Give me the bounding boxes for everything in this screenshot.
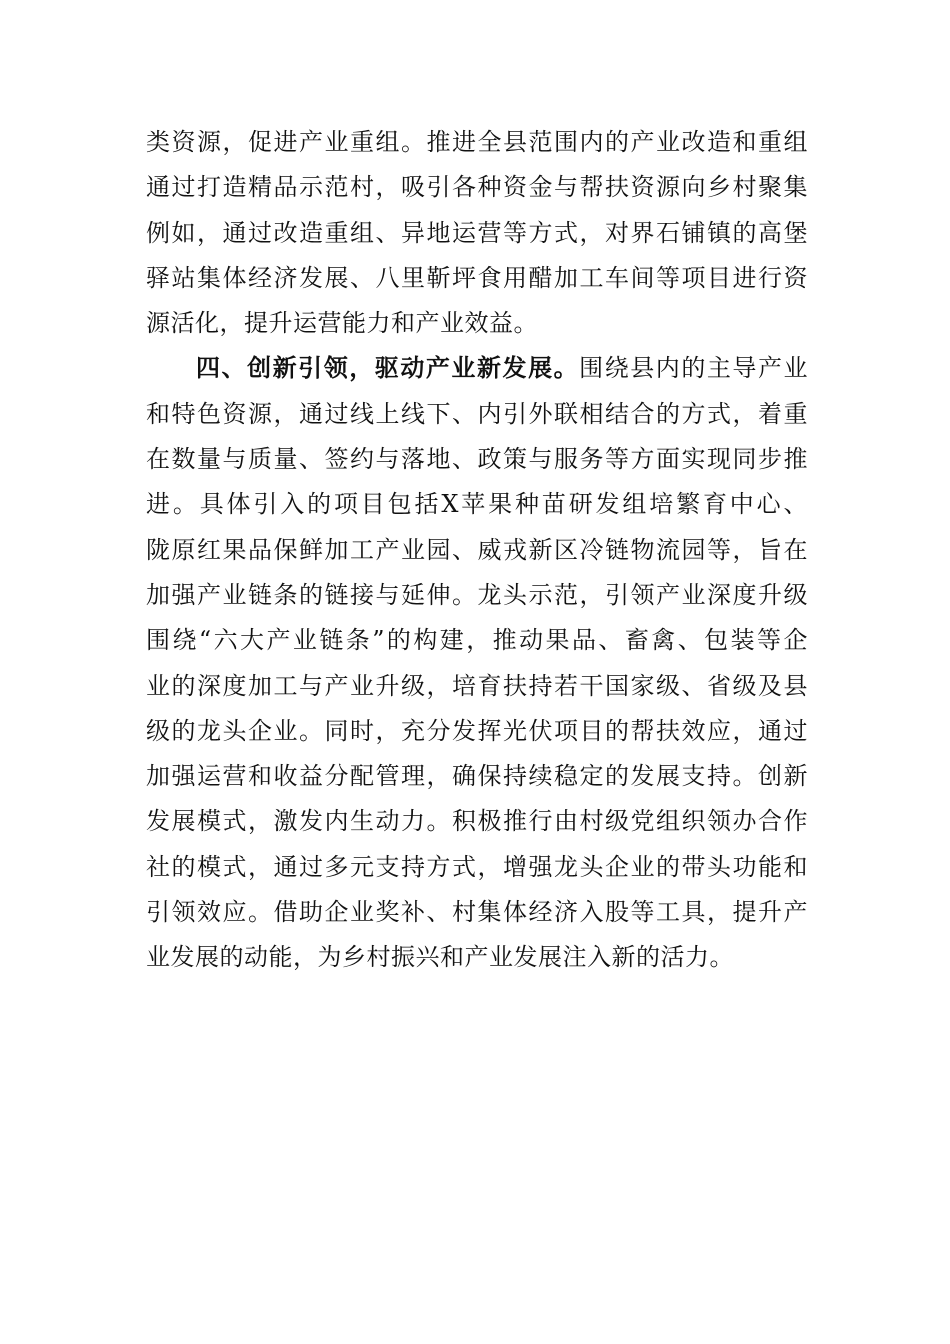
paragraph-innovation-leading — [146, 346, 808, 980]
text-line: 例如，通过改造重组、异地运营等方式，对界石铺镇的高堡 — [146, 218, 808, 247]
text-line: 业的深度加工与产业升级，培育扶持若干国家级、省级及县 — [146, 671, 808, 700]
section-heading: 四、创新引领，驱动产业新发展。 — [196, 354, 580, 383]
document-body — [146, 120, 808, 981]
text-line: 围绕“六大产业链条”的构建，推动果品、畜禽、包装等企 — [146, 626, 808, 655]
text-line: 通过打造精品示范村，吸引各种资金与帮扶资源向乡村聚集 — [146, 173, 808, 202]
text-line: 进。具体引入的项目包括X苹果种苗研发组培繁育中心、 — [146, 490, 808, 519]
text-line: 加强运营和收益分配管理，确保持续稳定的发展支持。创新 — [146, 762, 808, 791]
text-line: 和特色资源，通过线上线下、内引外联相结合的方式，着重 — [146, 399, 808, 428]
text-line-with-heading — [146, 346, 808, 391]
text-line: 社的模式，通过多元支持方式，增强龙头企业的带头功能和 — [146, 852, 808, 881]
paragraph-industry-reorganization — [146, 120, 808, 346]
text-line: 引领效应。借助企业奖补、村集体经济入股等工具，提升产 — [146, 898, 808, 927]
text-line: 驿站集体经济发展、八里靳坪食用醋加工车间等项目进行资 — [146, 263, 808, 292]
text-line: 发展模式，激发内生动力。积极推行由村级党组织领办合作 — [146, 807, 808, 836]
text-line: 在数量与质量、签约与落地、政策与服务等方面实现同步推 — [146, 445, 808, 474]
text-line: 类资源，促进产业重组。推进全县范围内的产业改造和重组 — [146, 128, 808, 156]
text-line: 业发展的动能，为乡村振兴和产业发展注入新的活力。 — [146, 943, 734, 972]
text-line: 陇原红果品保鲜加工产业园、威戎新区冷链物流园等，旨在 — [146, 535, 808, 564]
text-line: 级的龙头企业。同时，充分发挥光伏项目的帮扶效应，通过 — [146, 716, 808, 745]
text-line: 源活化，提升运营能力和产业效益。 — [146, 309, 538, 338]
text-line: 加强产业链条的链接与延伸。龙头示范，引领产业深度升级 — [146, 580, 808, 609]
heading-line-rest: 围绕县内的主导产业 — [579, 354, 809, 383]
